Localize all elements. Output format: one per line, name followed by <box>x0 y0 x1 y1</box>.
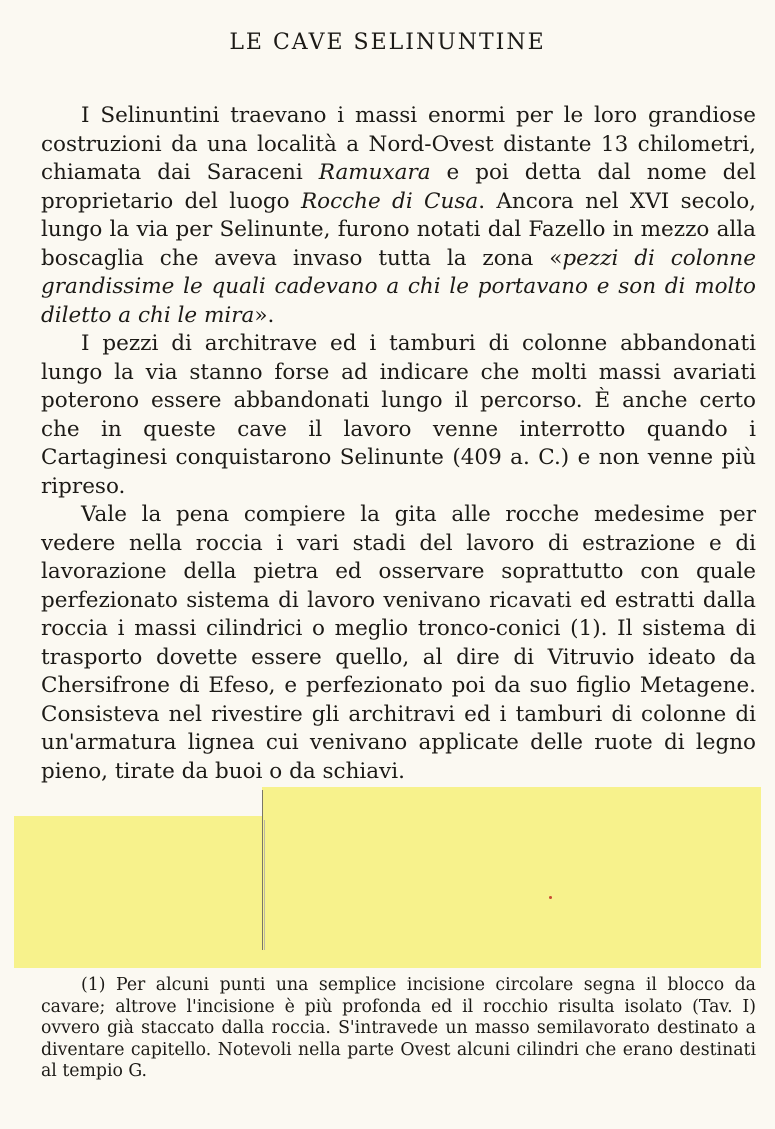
yellow-redaction-tab <box>262 787 761 817</box>
margin-rule <box>262 790 263 950</box>
p1-text-c: . Ancora nel XVI secolo, lungo la via per Selinunte, furono notati dal Fazello in mezzo alla boscaglia che aveva invaso tutta la zona « <box>41 188 756 271</box>
margin-rule-faint <box>264 820 265 950</box>
page-title: LE CAVE SELINUNTINE <box>229 30 546 55</box>
p1-text-a: I Selinuntini traevano i massi enormi per le loro grandiose costruzioni da una località a Nord-Ovest distante 13 chilometri, chiamata dai Saraceni <box>41 103 756 185</box>
p1-text-d: ». <box>254 302 275 328</box>
paragraph-2: I pezzi di architrave ed i tamburi di colonne abbandonati lungo la via stanno forse ad indicare che molti massi avariati poterono essere abbandonati lungo il percorso. È anche certo che in queste cave il lavoro venne interrotto quando i Cartaginesi conquistarono Selinunte (409 a. C.) e non venne più ripreso. <box>41 331 756 499</box>
main-text <box>41 102 756 786</box>
footnote-text: (1) Per alcuni punti una semplice incisione circolare segna il blocco da cavare; altrove l'incisione è più profonda ed il rocchio risulta isolato (Tav. I) ovvero già staccato dalla roccia. S'intravede un masso semilavorato destinato a diventare capitello. Notevoli nella parte Ovest alcuni cilindri che erano destinati al tempio G. <box>41 975 756 1081</box>
yellow-redaction-block <box>14 816 761 968</box>
red-speck <box>549 896 552 899</box>
p1-italic-ramuxara: Ramuxara <box>318 160 431 185</box>
p1-italic-quote: pezzi di colonne grandissime le quali cadevano a chi le portavano e son di molto diletto a chi le mira <box>41 245 756 328</box>
p1-text-b: e poi detta dal nome del proprietario del luogo <box>41 160 756 214</box>
p1-italic-rocche: Rocche di Cusa <box>300 188 479 214</box>
paragraph-3: Vale la pena compiere la gita alle rocche medesime per vedere nella roccia i vari stadi del lavoro di estrazione e di lavorazione della pietra ed osservare soprattutto con quale perfezionato sistema di lavoro venivano ricavati ed estratti dalla roccia i massi cilindrici o meglio tronco-conici (1). Il sistema di trasporto dovette essere quello, al dire di Vitruvio ideato da Chersifrone di Efeso, e perfezionato poi da suo figlio Metagene. Consisteva nel rivestire gli architravi ed i tamburi di colonne di un'armatura lignea cui venivano applicate delle ruote di legno pieno, tirate da buoi o da schiavi. <box>41 502 756 784</box>
paragraph-1 <box>41 102 756 330</box>
footnote <box>41 975 756 1083</box>
